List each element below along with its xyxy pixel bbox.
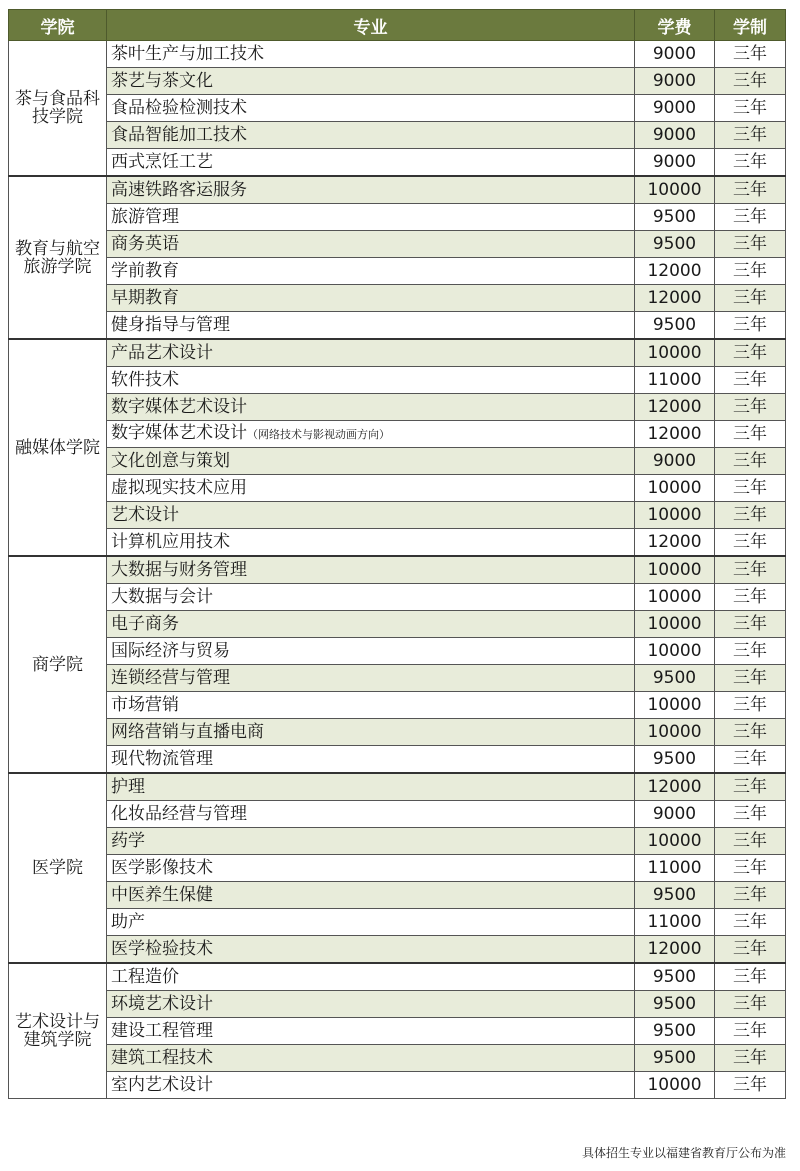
college-cell: 教育与航空旅游学院 [9,176,107,339]
header-fee: 学费 [635,10,715,41]
duration-cell: 三年 [715,475,786,502]
fee-cell: 10000 [635,475,715,502]
header-major: 专业 [107,10,635,41]
table-row [9,394,786,421]
fee-cell: 9500 [635,1045,715,1072]
fee-cell: 12000 [635,936,715,964]
major-cell [107,991,635,1018]
table-row [9,1018,786,1045]
major-name: 学前教育 [111,261,179,281]
fee-cell: 10000 [635,692,715,719]
major-cell [107,584,635,611]
major-name: 护理 [111,777,145,797]
table-row [9,991,786,1018]
duration-cell: 三年 [715,991,786,1018]
major-name: 食品智能加工技术 [111,125,247,145]
major-name: 工程造价 [111,967,179,987]
table-row [9,611,786,638]
duration-cell: 三年 [715,312,786,340]
major-cell [107,68,635,95]
duration-cell: 三年 [715,258,786,285]
major-cell [107,285,635,312]
fee-cell: 9500 [635,963,715,991]
duration-cell: 三年 [715,421,786,448]
fee-cell: 12000 [635,773,715,801]
fee-cell: 9000 [635,448,715,475]
header-duration: 学制 [715,10,786,41]
major-name: 产品艺术设计 [111,343,213,363]
duration-cell: 三年 [715,584,786,611]
duration-cell: 三年 [715,638,786,665]
duration-cell: 三年 [715,367,786,394]
major-cell [107,41,635,68]
major-name: 数字媒体艺术设计 [111,423,247,443]
fee-cell: 9000 [635,122,715,149]
duration-cell: 三年 [715,1072,786,1099]
fee-cell: 9500 [635,1018,715,1045]
table-row [9,1045,786,1072]
major-name: 医学影像技术 [111,858,213,878]
duration-cell: 三年 [715,529,786,557]
major-cell [107,149,635,177]
major-cell [107,367,635,394]
fee-cell: 9000 [635,41,715,68]
duration-cell: 三年 [715,95,786,122]
majors-table [8,9,786,1099]
table-row [9,584,786,611]
major-name: 旅游管理 [111,207,179,227]
table-row [9,448,786,475]
major-name: 大数据与会计 [111,587,213,607]
college-cell: 艺术设计与建筑学院 [9,963,107,1099]
table-row [9,122,786,149]
header-row [9,10,786,41]
major-name: 助产 [111,912,145,932]
table-row [9,339,786,367]
major-name: 药学 [111,831,145,851]
table-row [9,421,786,448]
duration-cell: 三年 [715,502,786,529]
fee-cell: 12000 [635,258,715,285]
duration-cell: 三年 [715,665,786,692]
table-row [9,692,786,719]
major-cell [107,421,635,448]
major-cell [107,963,635,991]
table-row [9,963,786,991]
fee-cell: 11000 [635,909,715,936]
major-name: 数字媒体艺术设计 [111,397,247,417]
fee-cell: 9500 [635,991,715,1018]
table-row [9,828,786,855]
duration-cell: 三年 [715,692,786,719]
major-cell [107,882,635,909]
duration-cell: 三年 [715,285,786,312]
table-row [9,529,786,557]
fee-cell: 9000 [635,68,715,95]
fee-cell: 9500 [635,204,715,231]
table-row [9,176,786,204]
table-row [9,367,786,394]
fee-cell: 11000 [635,855,715,882]
duration-cell: 三年 [715,909,786,936]
major-name: 环境艺术设计 [111,994,213,1014]
major-cell [107,719,635,746]
major-cell [107,1045,635,1072]
major-name: 食品检验检测技术 [111,98,247,118]
major-name: 大数据与财务管理 [111,560,247,580]
major-cell [107,394,635,421]
fee-cell: 9000 [635,801,715,828]
fee-cell: 9000 [635,95,715,122]
major-cell [107,122,635,149]
major-cell [107,828,635,855]
major-cell [107,258,635,285]
major-cell [107,936,635,964]
major-cell [107,475,635,502]
duration-cell: 三年 [715,122,786,149]
major-name: 茶叶生产与加工技术 [111,44,264,64]
major-cell [107,665,635,692]
fee-cell: 10000 [635,502,715,529]
table-row [9,231,786,258]
major-name: 早期教育 [111,288,179,308]
major-cell [107,801,635,828]
major-name: 建筑工程技术 [111,1048,213,1068]
major-cell [107,95,635,122]
duration-cell: 三年 [715,611,786,638]
duration-cell: 三年 [715,231,786,258]
duration-cell: 三年 [715,149,786,177]
major-cell [107,1072,635,1099]
major-cell [107,502,635,529]
fee-cell: 10000 [635,556,715,584]
duration-cell: 三年 [715,855,786,882]
duration-cell: 三年 [715,746,786,774]
fee-cell: 10000 [635,719,715,746]
fee-cell: 10000 [635,828,715,855]
major-name: 文化创意与策划 [111,451,230,471]
duration-cell: 三年 [715,963,786,991]
major-cell [107,638,635,665]
table-row [9,773,786,801]
table-row [9,95,786,122]
major-name: 高速铁路客运服务 [111,180,247,200]
fee-cell: 10000 [635,339,715,367]
major-name: 艺术设计 [111,505,179,525]
major-name: 电子商务 [111,614,179,634]
major-name: 室内艺术设计 [111,1075,213,1095]
table-row [9,909,786,936]
major-cell [107,448,635,475]
footnote: 具体招生专业以福建省教育厅公布为准 [581,1146,786,1160]
table-row [9,502,786,529]
major-cell [107,692,635,719]
major-name: 中医养生保健 [111,885,213,905]
duration-cell: 三年 [715,1045,786,1072]
table-row [9,855,786,882]
duration-cell: 三年 [715,773,786,801]
table-row [9,801,786,828]
college-cell: 融媒体学院 [9,339,107,556]
fee-cell: 9500 [635,665,715,692]
fee-cell: 12000 [635,285,715,312]
table-row [9,638,786,665]
duration-cell: 三年 [715,801,786,828]
duration-cell: 三年 [715,394,786,421]
duration-cell: 三年 [715,719,786,746]
table-row [9,258,786,285]
table-row [9,204,786,231]
major-name: 连锁经营与管理 [111,668,230,688]
duration-cell: 三年 [715,339,786,367]
table-row [9,665,786,692]
fee-cell: 9500 [635,231,715,258]
major-name: 市场营销 [111,695,179,715]
fee-cell: 10000 [635,611,715,638]
duration-cell: 三年 [715,556,786,584]
major-name: 计算机应用技术 [111,532,230,552]
table-body [9,41,786,1099]
table-row [9,556,786,584]
major-cell [107,176,635,204]
major-cell [107,204,635,231]
major-cell [107,231,635,258]
major-cell [107,529,635,557]
duration-cell: 三年 [715,68,786,95]
table-row [9,285,786,312]
major-name: 现代物流管理 [111,749,213,769]
table-row [9,936,786,964]
fee-cell: 9500 [635,882,715,909]
major-cell [107,556,635,584]
fee-cell: 10000 [635,1072,715,1099]
duration-cell: 三年 [715,1018,786,1045]
major-name: 国际经济与贸易 [111,641,230,661]
table-row [9,1072,786,1099]
major-cell [107,773,635,801]
fee-cell: 12000 [635,529,715,557]
duration-cell: 三年 [715,176,786,204]
table-row [9,68,786,95]
header-college: 学院 [9,10,107,41]
table-row [9,882,786,909]
major-name: 化妆品经营与管理 [111,804,247,824]
major-name: 软件技术 [111,370,179,390]
fee-cell: 11000 [635,367,715,394]
table-row [9,149,786,177]
fee-cell: 9500 [635,746,715,774]
college-cell: 商学院 [9,556,107,773]
fee-cell: 12000 [635,394,715,421]
table-row [9,312,786,340]
major-name: 茶艺与茶文化 [111,71,213,91]
duration-cell: 三年 [715,204,786,231]
major-cell [107,312,635,340]
major-name: 建设工程管理 [111,1021,213,1041]
fee-cell: 10000 [635,584,715,611]
duration-cell: 三年 [715,828,786,855]
fee-cell: 12000 [635,421,715,448]
fee-cell: 9500 [635,312,715,340]
major-cell [107,855,635,882]
major-name: 虚拟现实技术应用 [111,478,247,498]
major-name: 网络营销与直播电商 [111,722,264,742]
major-cell [107,611,635,638]
fee-cell: 10000 [635,176,715,204]
major-name: 商务英语 [111,234,179,254]
table-row [9,746,786,774]
duration-cell: 三年 [715,882,786,909]
major-name: 健身指导与管理 [111,315,230,335]
table-row [9,475,786,502]
table-row [9,41,786,68]
major-name: 医学检验技术 [111,939,213,959]
fee-cell: 9000 [635,149,715,177]
college-cell: 医学院 [9,773,107,963]
major-cell [107,1018,635,1045]
table-row [9,719,786,746]
duration-cell: 三年 [715,448,786,475]
college-cell: 茶与食品科技学院 [9,41,107,177]
major-name: 西式烹饪工艺 [111,152,213,172]
major-cell [107,746,635,774]
duration-cell: 三年 [715,936,786,964]
duration-cell: 三年 [715,41,786,68]
major-note: （网络技术与影视动画方向） [247,428,390,441]
major-cell [107,909,635,936]
major-cell [107,339,635,367]
fee-cell: 10000 [635,638,715,665]
